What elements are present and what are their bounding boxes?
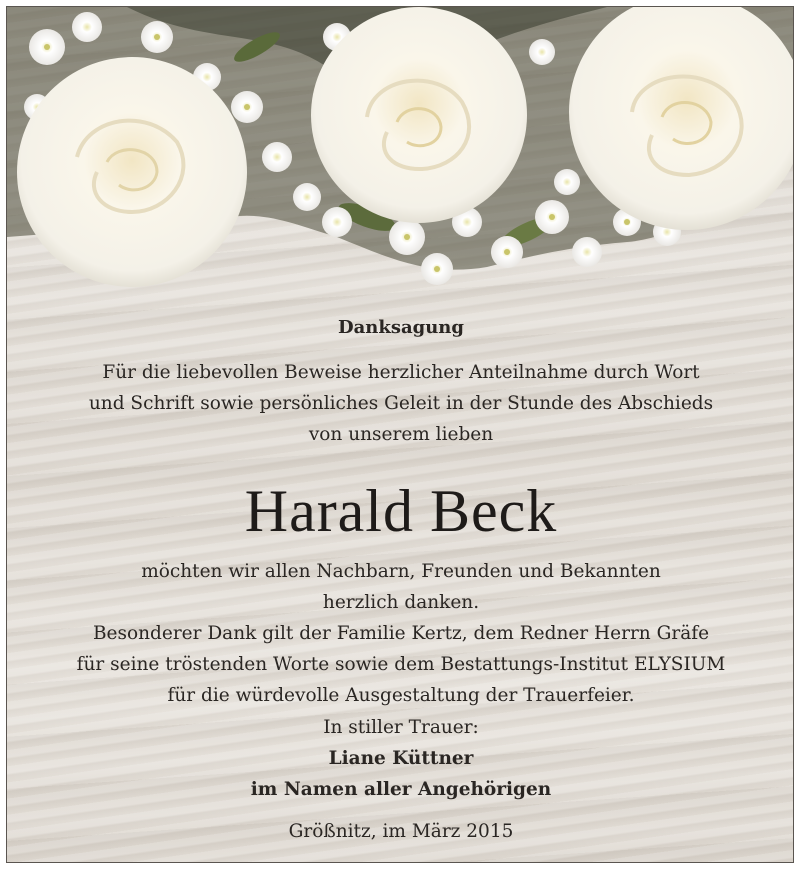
signature-name: Liane Küttner <box>328 748 474 769</box>
intro-line: von unserem lieben <box>308 424 494 445</box>
thanks-line: herzlich danken. <box>322 592 480 613</box>
thanks-line: möchten wir allen Nachbarn, Freunden und Bekannten <box>141 561 661 582</box>
thanks-line: Besonderer Dank gilt der Familie Kertz, dem Redner Herrn Gräfe <box>92 623 710 644</box>
signature-on-behalf: im Namen aller Angehörigen <box>250 779 552 800</box>
signature-block <box>7 712 794 805</box>
intro-line: und Schrift sowie persönliches Geleit in der Stunde des Abschieds <box>88 393 714 414</box>
place-date: Größnitz, im März 2015 <box>288 821 514 842</box>
notice-heading: Danksagung <box>338 317 464 338</box>
thanks-paragraph <box>7 556 794 711</box>
deceased-name: Harald Beck <box>244 478 558 544</box>
thanks-line: für die würdevolle Ausgestaltung der Trauerfeier. <box>167 685 635 706</box>
intro-paragraph <box>7 357 794 450</box>
intro-line: Für die liebevollen Beweise herzlicher Anteilnahme durch Wort <box>102 362 700 383</box>
signature-closing: In stiller Trauer: <box>323 717 479 738</box>
thanks-line: für seine tröstenden Worte sowie dem Bestattungs-Institut ELYSIUM <box>76 654 726 675</box>
white-roses-image <box>7 7 794 307</box>
obituary-notice <box>6 6 794 863</box>
